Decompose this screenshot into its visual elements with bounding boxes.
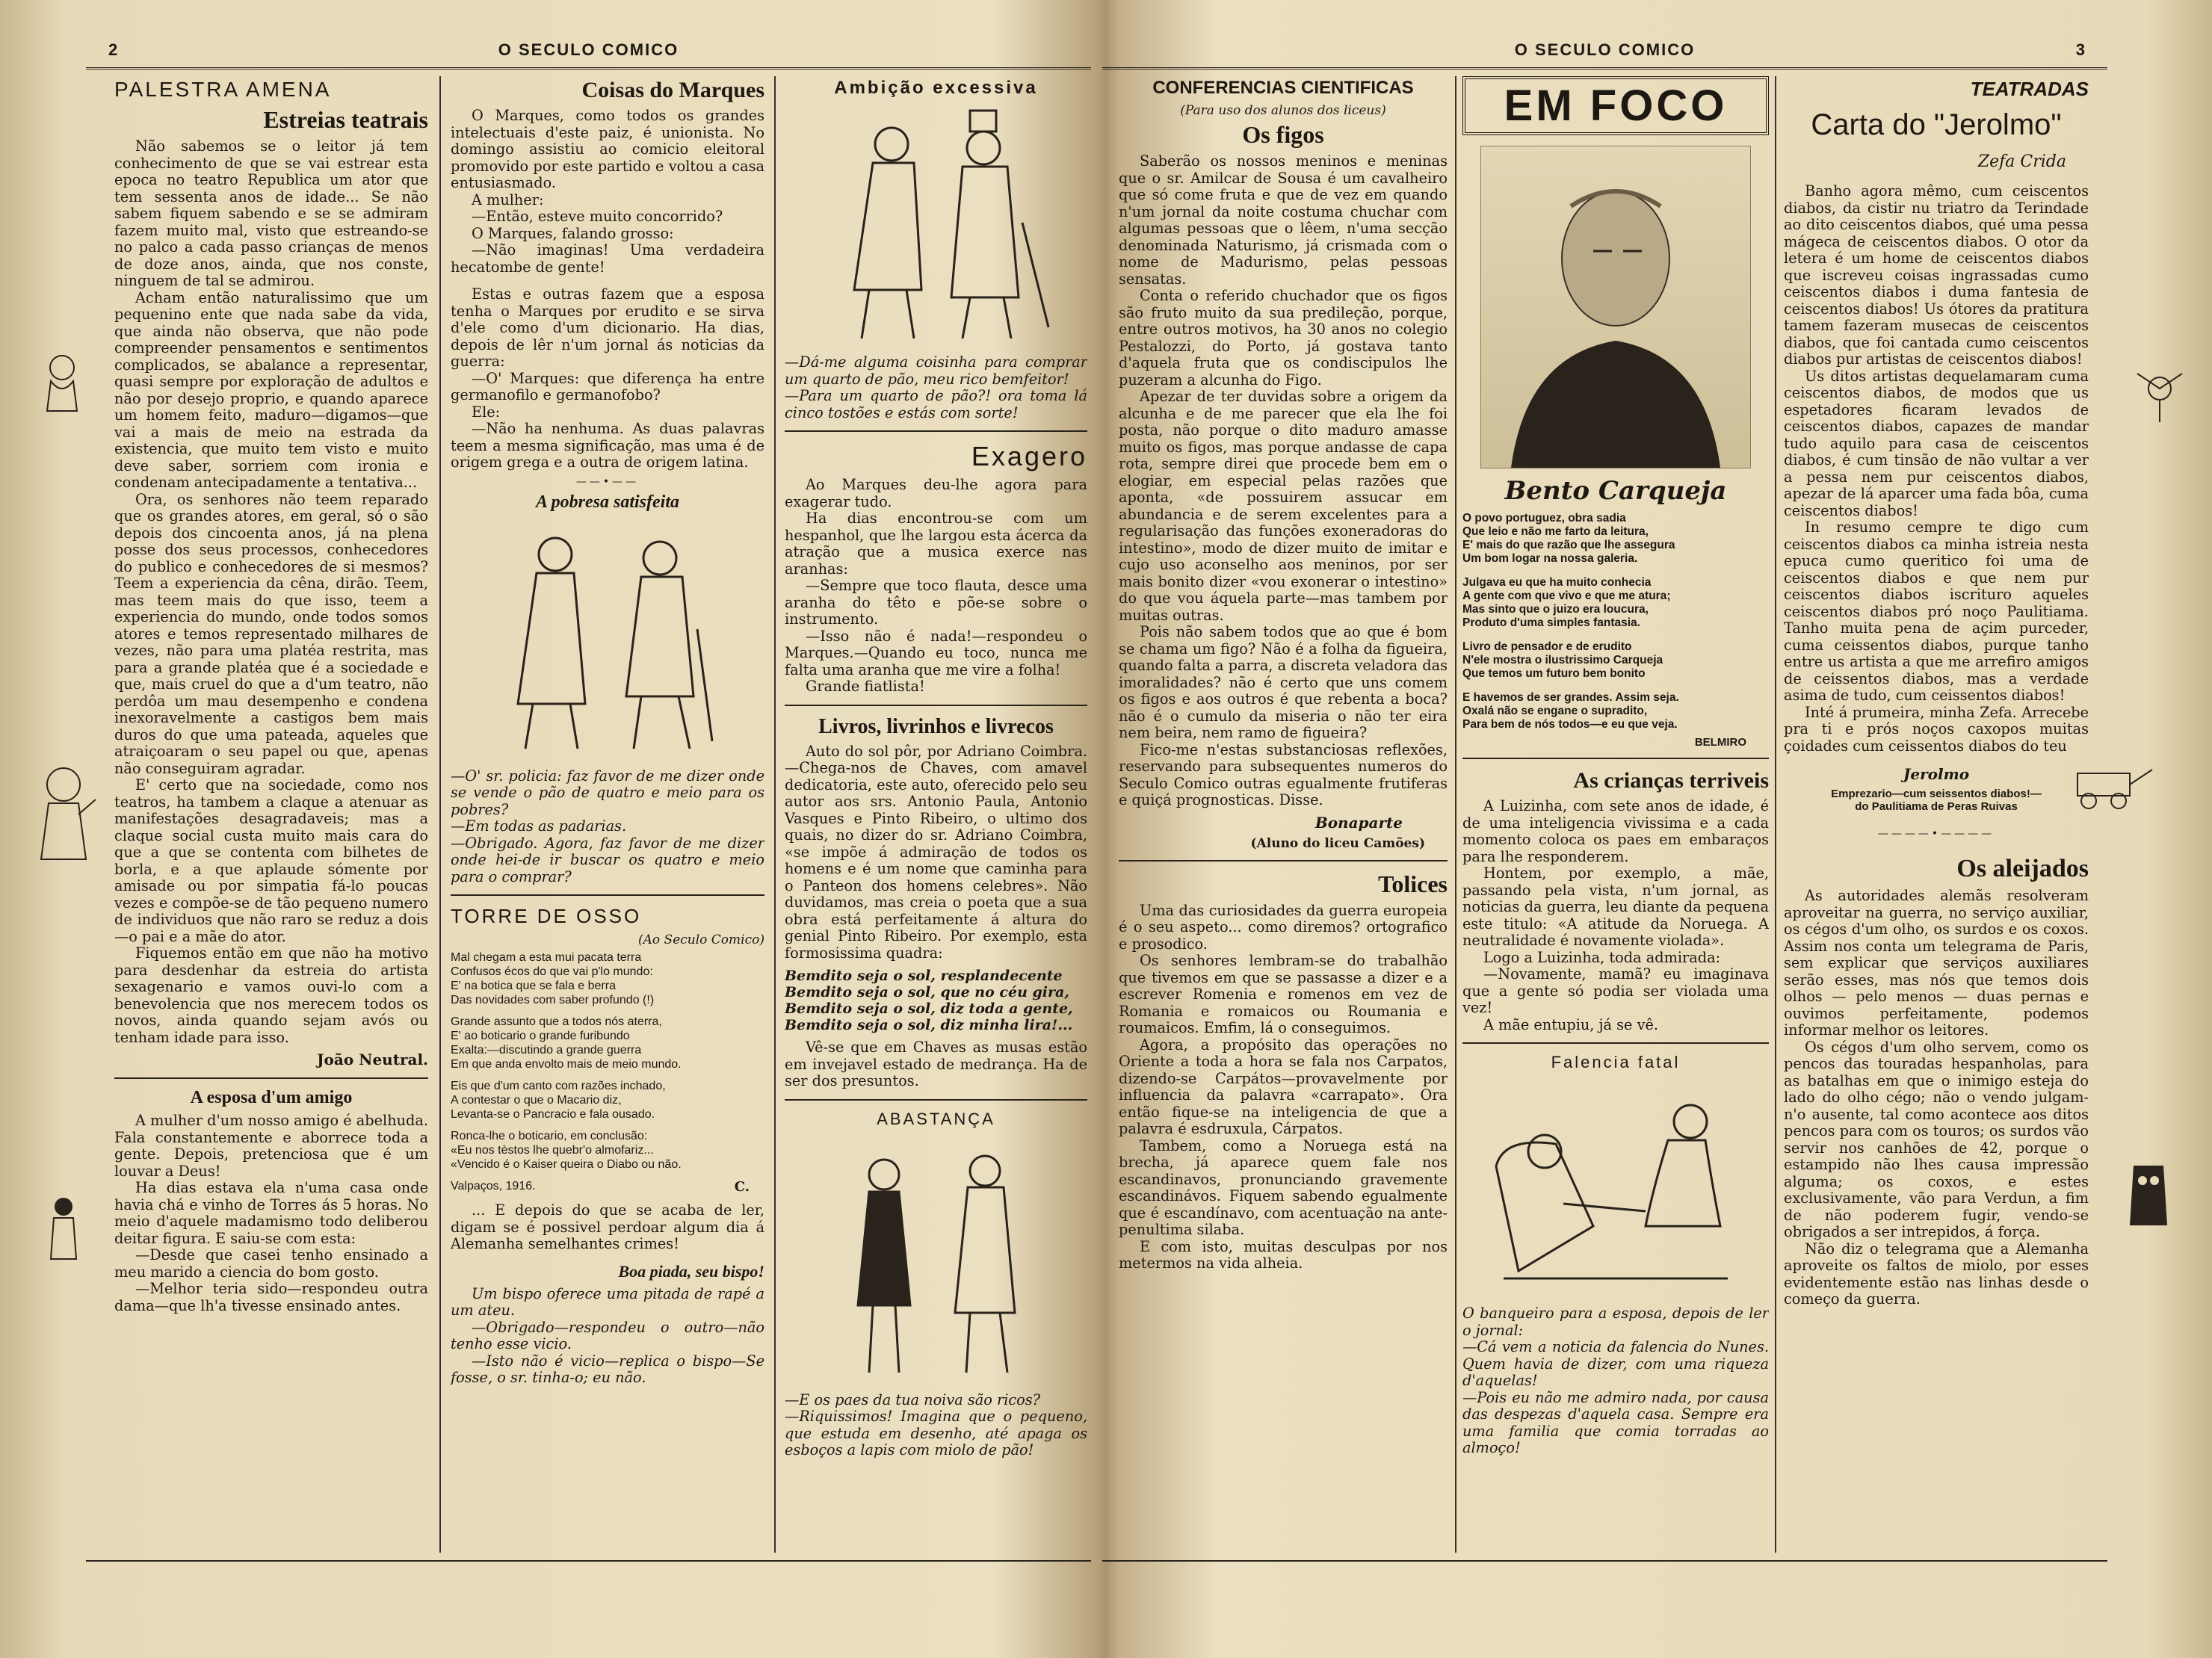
verse-line: A gente com que vivo e que me atura; <box>1462 590 1671 602</box>
cartoon-caption: —Cá vem a noticia da falencia do Nunes. Quem havia de dizer, com uma riqueza d'aquelas! <box>1462 1338 1769 1389</box>
article-title: Boa piada, seu bispo! <box>618 1261 764 1281</box>
paragraph: Fico-me n'estas substanciosas reflexões, reservando para subsequentes numeros do Seculo Comico outras egualmente frutiferas e quiçá prognosticas. Disse. <box>1119 740 1448 808</box>
verse-line: E' na botica que se fala e berra <box>451 980 616 992</box>
article-title: Coisas do Marques <box>581 78 764 102</box>
divider <box>785 430 1087 432</box>
paragraph: A Luizinha, com sete anos de idade, é de uma inteligencia vivissima e a cada momento coloca os paes em embaraços para lhe responderem. <box>1462 797 1769 865</box>
margin-owl-icon <box>2122 1151 2175 1240</box>
divider <box>1462 758 1769 759</box>
poem-place: Valpaços, 1916. <box>451 1180 536 1193</box>
anecdote: —Isto não é vicio—replica o bispo—Se fosse, o sr. tinha-o; eu não. <box>451 1352 764 1386</box>
verse-line: O povo portuguez, obra sadia <box>1462 512 1626 525</box>
cartoon-caption: O banqueiro para a esposa, depois de ler o jornal: <box>1462 1305 1769 1339</box>
article-title: Exagero <box>971 441 1087 471</box>
paragraph: —Não imaginas! Uma verdadeira hecatombe de gente! <box>451 241 764 276</box>
section-title: TEATRADAS <box>1970 78 2089 100</box>
paragraph: —Sempre que toco flauta, desce uma aranha do têto e põe-se sobre o instrumento. <box>785 577 1087 628</box>
left-running-head <box>86 37 1091 69</box>
paragraph: A mulher: <box>472 191 544 208</box>
paragraph: A mãe entupiu, já se vê. <box>1483 1015 1659 1033</box>
paragraph: —Desde que casei tenho ensinado a meu marido a ciencia do bom gosto. <box>114 1246 428 1281</box>
paragraph: —Novamente, mamã? eu imaginava que a gente só podia ser violada uma vez! <box>1462 965 1769 1016</box>
cartoon-title: ABASTANÇA <box>877 1109 995 1128</box>
verse-line: Bemdito seja o sol, diz toda a gente, <box>785 1000 1073 1017</box>
section-title: CONFERENCIAS CIENTIFICAS <box>1152 78 1414 98</box>
signature: Jerolmo <box>1903 765 1970 783</box>
cartoon-banker-armchair <box>1474 1077 1758 1301</box>
verse-line: Das novidades com saber profundo (!) <box>451 994 655 1006</box>
paragraph: Saberão os nossos meninos e meninas que o sr. Amilcar de Sousa é um cavalheiro que só come fruta e que de vez em quando n'um jornal da noite costuma chuchar com algumas pessoas que o lêem, n'uma secção denominada Naturismo, já crismada com o nome de Madurismo, pelas pessoas sensatas. <box>1119 152 1448 288</box>
column-rule <box>774 76 776 1553</box>
paragraph: Não sabemos se o leitor já tem conhecimento de que se vai estrear esta epoca no teatro Republica um ator que tem sessenta anos de idade... Se não sabem fiquem sabendo e se se admiram fazem muito mal, visto que estreando-se no palco a cada passo crianças de menos de doze anos, ainda, que nos conste, ninguem de tal se admirou. <box>114 137 428 289</box>
column-rule <box>1775 76 1776 1553</box>
byline: Zefa Crida <box>1977 152 2066 171</box>
section-title: PALESTRA AMENA <box>114 78 332 101</box>
paragraph: E com isto, muitas desculpas por nos metermos na vida alheia. <box>1119 1237 1448 1272</box>
article-title: Livros, livrinhos e livrecos <box>818 714 1054 738</box>
anecdote: —Obrigado—respondeu o outro—não tenho esse vicio. <box>451 1318 764 1352</box>
verse-line: A contestar o que o Macario diz, <box>451 1094 622 1107</box>
article-title: Os figos <box>1242 121 1324 148</box>
running-title: O SECULO COMICO <box>498 40 679 59</box>
verse-line: Bemdito seja o sol, resplandecente <box>785 968 1063 984</box>
portrait-man-icon <box>1481 146 1750 468</box>
paragraph: Agora, a propósito das operações no Oriente a toda a hora se fala nos Carpatos, dizendo-se Carpátos—provavelmente por influencia da palavra «carrapato». Ora então fique-se na inteligencia de que a palavra é esdruxula, Cárpatos. <box>1119 1036 1448 1137</box>
page-number: 3 <box>2075 40 2085 59</box>
paragraph: Banho agora mêmo, cum ceiscentos diabos, da cistir nu triatro da Terindade ao dito ceiscentos diabos, qué uma pessa mágeca de ceiscentos diabos. O otor da letera é um home de ceiscentos diabos que iscreveu coisas ingrassadas cumo ceiscentos diabos i duma fantesia de ceiscentos diabos! Us ótores da pratitura tamem fazeram musecas de ceiscentos diabos, que foi cantada cumo ceiscentos diabos pur artistas de ceiscentos diabos! <box>1784 182 2089 368</box>
verse-line: «Vencido é o Kaiser queira o Diabo ou não. <box>451 1158 682 1171</box>
left-frame <box>86 76 1091 1562</box>
cartoon-caption: —Dá-me alguma coisinha para comprar um quarto de pão, meu rico bemfeitor! <box>785 353 1087 388</box>
paragraph: ... E depois do que se acaba de ler, digam se é possivel perdoar algum dia á Alemanha semelhantes crimes! <box>451 1201 764 1252</box>
verse-line: Ronca-lhe o boticario, em conclusão: <box>451 1130 648 1142</box>
cartoon-two-gentlemen <box>802 1133 1071 1388</box>
cartoon-title: Falencia fatal <box>1551 1053 1681 1071</box>
anecdote: Um bispo oferece uma pitada de rapé a um ateu. <box>451 1284 764 1319</box>
divider <box>1462 1042 1769 1044</box>
verse-line: N'ele mostra o ilustrissimo Carqueja <box>1462 654 1663 666</box>
poem-dedication: (Ao Seculo Comico) <box>638 932 764 947</box>
paragraph: Ao Marques deu-lhe agora para exagerar tudo. <box>785 476 1087 510</box>
left-col-3 <box>785 76 1087 1553</box>
divider <box>451 894 764 896</box>
left-page <box>86 22 1091 1562</box>
divider <box>1119 860 1448 862</box>
right-page <box>1102 22 2107 1562</box>
em-foco-masthead: EM FOCO <box>1462 76 1769 135</box>
paragraph: Grande fiatlista! <box>806 678 925 695</box>
margin-figure-icon <box>36 351 88 418</box>
paragraph: Os senhores lembram-se do trabalhão que tivemos em que se passasse a dizer e a escrever Romenia e romenos em vez de Romania e romaicos ou Roumania e roumaicos. Emfim, lá o conseguimos. <box>1119 952 1448 1036</box>
paragraph: Estas e outras fazem que a esposa tenha o Marques por erudito e se sirva d'ele como d'um dicionario. Ha dias, depois de lêr n'um jornal ás noticias da guerra: <box>451 285 764 370</box>
signature: João Neutral. <box>317 1051 428 1068</box>
column-rule <box>1455 76 1456 1553</box>
poem-signature: BELMIRO <box>1694 736 1746 749</box>
verse-line: Em que anda envolto mais de meio mundo. <box>451 1058 682 1071</box>
paragraph: Vê-se que em Chaves as musas estão em invejavel estado de medrança. Ha de ser dos presuntos. <box>785 1039 1087 1089</box>
quatrain <box>785 968 1087 1033</box>
divider <box>114 1077 428 1079</box>
article-title: A esposa d'um amigo <box>190 1088 353 1107</box>
divider <box>785 1099 1087 1101</box>
postscript: do Paulitiama de Peras Ruivas <box>1855 800 2018 813</box>
article-title: As crianças terriveis <box>1573 768 1769 793</box>
poem-title: TORRE DE OSSO <box>451 905 642 927</box>
verse-line: Para bem de nós todos—e eu que veja. <box>1462 718 1678 731</box>
paragraph: Os cégos d'um olho servem, como os pencos das touradas hespanholas, para as batalhas em que o inimigo esteja do lado do olho cégo; não o vendo julgam-n'o ausente, tal como acontece aos ditos pencos para com os touros; os surdos vão servir nos canhões de 42, porque o estampido não lhes causa impressão alguma; os coxos, e estes exclusivamente, vão para Verdun, a fim de não poderem fugir, vendo-se obrigados a ser intrepidos, á força. <box>1784 1038 2089 1240</box>
paragraph: Apezar de ter duvidas sobre a origem da alcunha e de me parecer que ela lhe foi posta, não porque o dito maduro amasse muito os figos, mas porque andasse de capa rota, sempre direi que procede bem em o elogiar, em especial pelas razões que aponta, «de possuirem assucar em abundancia e de serem excelentes para a regularisação das funções exoneradoras do intestino», modo de dizer muito de imitar e cujo uso aconselho aos meninos, por ser mais bonito dizer «vou exonerar o intestino» do que vou áquela parte—mas tambem por muitas outras. <box>1119 388 1448 624</box>
verse-line: Exalta:—discutindo a grande guerra <box>451 1044 642 1057</box>
verse-line: Bemdito seja o sol, diz minha lira!... <box>785 1017 1073 1033</box>
portrait-name: Bento Carqueja <box>1504 476 1727 506</box>
paragraph: O Marques, falando grosso: <box>472 224 674 242</box>
paragraph: Auto do sol pôr, por Adriano Coimbra.—Chega-nos de Chaves, com amavel dedicatoria, este auto, oferecido pelo seu autor aos srs. Antonio Paula, Antonio Vasques e Pinto Ribeiro, o ultimo dos quais, no dizer do sr. Adriano Coimbra, «se impõe á admiração de todos os homens e é um nome que caminha para o Panteon dos homens celebres». Não duvidamos, mas creia o poeta que a sua obra está perfeitamente á altura do genial Pinto Ribeiro. Por exemplo, esta formosissima quadra: <box>785 742 1087 962</box>
paragraph: —Melhor teria sido—respondeu outra dama—que lh'a tivesse ensinado antes. <box>114 1280 428 1314</box>
postscript: Emprezario—cum seissentos diabos!— <box>1831 788 2042 800</box>
right-frame <box>1102 76 2107 1562</box>
article-title: Carta do "Jerolmo" <box>1811 108 2062 141</box>
portrait-poem <box>1462 512 1769 731</box>
poem <box>451 950 764 1172</box>
cartoon-caption: —E os paes da tua noiva são ricos? <box>785 1391 1041 1408</box>
cartoon-caption: —Em todas as padarias. <box>451 817 627 835</box>
cartoon-title: Ambição excessiva <box>834 78 1038 98</box>
paragraph: —Isso não é nada!—respondeu o Marques.—Quando eu toco, nunca me falta uma aranha que me vire a folha! <box>785 627 1087 678</box>
left-col-2 <box>451 76 764 1553</box>
right-col-1 <box>1119 76 1448 1553</box>
cartoon-caption: —O' sr. policia: faz favor de me dizer onde se vende o pão de quatro e meio para os pobres? <box>451 767 764 818</box>
divider <box>785 705 1087 706</box>
cartoon-beggar-gentleman <box>802 103 1071 350</box>
cartoon-policeman-beggar <box>473 517 742 764</box>
verse-line: Que leio e não me farto da leitura, <box>1462 525 1649 538</box>
paragraph: Us ditos artistas dequelamaram cuma ceiscentos diabos, de modos que us espetadores ficaram levados de ceiscentos diabos, capazes de mandar tudo aquilo para casa de ceiscentos diabos, é cum tinsão de não vultar a ver a pessa nem pur ceiscentos diabos, apezar de lá aparcer uma fada bôa, cuma ceiscentos diabos! <box>1784 367 2089 519</box>
verse-line: Julgava eu que ha muito conhecia <box>1462 576 1652 589</box>
paragraph: Conta o referido chuchador que os figos são fruto muito da sua predileção, porque, entre outros motivos, ha 30 anos no colegio Pestalozzi, do Porto, já gostava tanto d'aquela fruta que os condiscipulos lhe puzeram a alcunha do Figo. <box>1119 287 1448 389</box>
article-title: Os aleijados <box>1956 855 2089 882</box>
paragraph: As autoridades alemãs resolveram aproveitar na guerra, no serviço auxiliar, os cégos d'um olho, os surdos e os coxos. Assim nos conta um telegrama de Paris, sem explicar que serviços auxiliares serão esses, mas nós que temos dois olhos — pelo menos — duas pernas e ouvimos perfeitamente, podemos informar melhor os leitores. <box>1784 887 2089 1039</box>
poem-signature: C. <box>734 1179 750 1195</box>
portrait-photo <box>1480 146 1751 468</box>
margin-jester-icon <box>2130 366 2190 426</box>
paragraph: Pois não sabem todos que ao que é bom se chama um figo? Não é a folha da figueira, quando falta a parra, a discreta veladora das imoralidades? não é certo que uns comem os figos e aos outros é que rebenta a boca? não é o cumulo da miseria o não ter eira nem beira, nem ramo de figueira? <box>1119 623 1448 741</box>
verse-line: E havemos de ser grandes. Assim seja. <box>1462 691 1679 704</box>
verse-line: Livro de pensador e de erudito <box>1462 640 1632 653</box>
signature-note: (Aluno do liceu Camões) <box>1250 835 1425 851</box>
paragraph: Acham então naturalissimo que um pequenino ente que nada sabe da vida, que ainda não observa, que não pode compreender pensamentos e sentimentos complicados, se abalance a representar, quasi sempre por exploração de adultos e não por desejo proprio, e quando aparece um homem feito, maduro—digamos—que vai a mais de meio na estrada da existencia, que muito tem visto e muito deve saber, sorriem com ironia e condenam antecipadamente a tentativa... <box>114 288 428 491</box>
section-note: (Para uso dos alunos dos liceus) <box>1180 103 1386 118</box>
verse-line: Eis que d'um canto com razões inchado, <box>451 1080 666 1092</box>
verse-line: Oxalá não se engane o supradito, <box>1462 705 1648 717</box>
paragraph: Tambem, como a Noruega está na brecha, já aparece quem fale nos escandinavos, pronunciando gravemente escandinávos. Fiquem sabendo egualmente que é escandínavo, com acentuação na ante-penultima silaba. <box>1119 1136 1448 1238</box>
verse-line: Produto d'uma simples fantasia. <box>1462 616 1640 629</box>
verse-line: Grande assunto que a todos nós aterra, <box>451 1015 662 1028</box>
ornament-divider: ——•—— <box>575 475 640 488</box>
ornament-divider: ————•———— <box>1877 828 1995 840</box>
paragraph: Ha dias estava ela n'uma casa onde havia chá e vinho de Torres ás 5 horas. No meio d'aquele madamismo todo deliberou deitar figura. E saiu-se com esta: <box>114 1179 428 1247</box>
cartoon-caption: —Riquissimos! Imagina que o pequeno, que estuda em desenho, até apaga os esboços a lapis com miolo de pão! <box>785 1408 1087 1459</box>
paragraph: —Não ha nenhuma. As duas palavras teem a mesma significação, mas uma é de origem grega e a outra de origem latina. <box>451 420 764 471</box>
paragraph: Inté á prumeira, minha Zefa. Arrecebe pra ti e prós noços caxopos muitas çoidades cum ceissentos diabos do teu <box>1784 703 2089 755</box>
paragraph: Hontem, por exemplo, a mãe, passando pela vista, n'um jornal, as noticias da guerra, leu diante da pequena este titulo: «A atitude da Noruega. A neutralidade é novamente violada». <box>1462 864 1769 949</box>
margin-small-figure-icon <box>45 1195 82 1263</box>
verse-line: Um bom logar na nossa galeria. <box>1462 552 1638 565</box>
paragraph: Ha dias encontrou-se com um hespanhol, que lhe largou esta ácerca da atração que a musica exerce nas aranhas: <box>785 510 1087 578</box>
cartoon-caption: —Para um quarto de pão?! ora toma lá cinco tostões e estás com sorte! <box>785 387 1087 421</box>
right-running-head <box>1102 37 2107 69</box>
paragraph: O Marques, como todos os grandes intelectuais d'este paiz, é unionista. No domingo assistiu ao comicio eleitoral promovido por este partido e voltou a casa entusiasmado. <box>451 107 764 191</box>
article-title: Estreias teatrais <box>263 106 428 133</box>
article-title: Tolices <box>1377 870 1448 897</box>
verse-line: Mal chegam a esta mui pacata terra <box>451 951 642 964</box>
verse-line: Mas sinto que o juizo era loucura, <box>1462 603 1649 616</box>
right-col-3 <box>1784 76 2089 1553</box>
right-col-2 <box>1462 76 1769 1553</box>
verse-line: Confusos écos do que vai p'lo mundo: <box>451 965 653 978</box>
paragraph: Uma das curiosidades da guerra europeia é o seu aspeto... como diremos? ortografico e prosodico. <box>1119 901 1448 953</box>
paragraph: Ele: <box>472 403 501 421</box>
signature: Bonaparte <box>1314 813 1403 832</box>
paragraph: Fiquemos então em que não ha motivo para desdenhar da estreia do artista sexagenario e vamos ouvi-lo com a benevolencia que nos merecem todos os novos, ainda quando sejam avós ou tenham idade para isso. <box>114 944 428 1046</box>
verse-line: Bemdito seja o sol, que no céu gira, <box>785 984 1069 1000</box>
column-rule <box>439 76 441 1553</box>
verse-line: Levanta-se o Pancracio e fala ousado. <box>451 1108 655 1121</box>
cartoon-caption: —Pois eu não me admiro nada, por causa das despezas d'aquela casa. Sempre era uma familia que comia torradas ao almoço! <box>1462 1388 1769 1456</box>
paragraph: Ora, os senhores não teem reparado que os grandes atores, em geral, só o são depois dos cincoenta anos, já na plena posse dos seus processos, conhecedores do publico e conhecedores de si mesmos? Teem a experiencia da cêna, dirão. Teem, mas teem mais do que isso, teem a experiencia do mundo, onde todos somos atores e temos representado milhares de vezes, não para uma platéa restrita, mas para a grande platéa que é a sociedade e que, mais cruel do que a d'um teatro, não perdôa um mau desempenho e condena inexoravelmente a castigos bem mais duros do que uma pateada, aqueles que atraiçoaram o seu papel ou que, apenas não conseguiram agradar. <box>114 490 428 777</box>
verse-line: E' mais do que razão que lhe assegura <box>1462 539 1675 551</box>
paragraph: Logo a Luizinha, toda admirada: <box>1483 948 1721 966</box>
left-col-1 <box>114 76 428 1553</box>
verse-line: E' ao boticario o grande furibundo <box>451 1030 630 1042</box>
paragraph: —Então, esteve muito concorrido? <box>472 208 723 225</box>
verse-line: Que temos um futuro bem bonito <box>1462 667 1646 680</box>
page-number: 2 <box>108 40 118 59</box>
paragraph: A mulher d'um nosso amigo é abelhuda. Fala constantemente e aborrece toda a gente. Depois, pretenciosa que é um louvar a Deus! <box>114 1112 428 1180</box>
paragraph: Não diz o telegrama que a Alemanha aproveite os faltos de miolo, por esses evidentemente estão nas linhas desde o começo da guerra. <box>1784 1240 2089 1308</box>
verse-line: «Eu nos tèstos lhe quebr'o almofariz... <box>451 1144 654 1157</box>
paragraph: In resumo cempre te digo cum ceiscentos diabos ca minha istreia nesta epuca cumo queritico foi uma de ceiscentos diabos e que nem pur ceiscentos diabos iscrituro aqueles ceiscentos diabos pró noço Paulitiama. Tanho muita pena de açim purceder, cuma ceissentos diabos, purque tanho entre us artista a que me arrefiro amigos de ceissentos diabos, mas a verdade asima de tudo, cum ceissentos diabos! <box>1784 519 2089 704</box>
paragraph: E' certo que na sociedade, como nos teatros, ha tambem a claque a atenuar as manifestações desagradaveis; mas a claque social custa muito mais cara do que a que se contenta com bilhetes de borla, e a que aplaude sómente por amisade ou por simpatia fá-lo poucas vezes e compõe-se de tão pequeno numero de individuos que não raro se reduz a dois—o pai e a mãe do ator. <box>114 776 428 945</box>
cartoon-title: A pobresa satisfeita <box>535 492 679 512</box>
cartoon-caption: —Obrigado. Agora, faz favor de me dizer onde hei-de ir buscar os quatro e meio para o comprar? <box>451 834 764 885</box>
paragraph: —O' Marques: que diferença ha entre germanofilo e germanofobo? <box>451 369 764 403</box>
running-title: O SECULO COMICO <box>1514 40 1696 59</box>
